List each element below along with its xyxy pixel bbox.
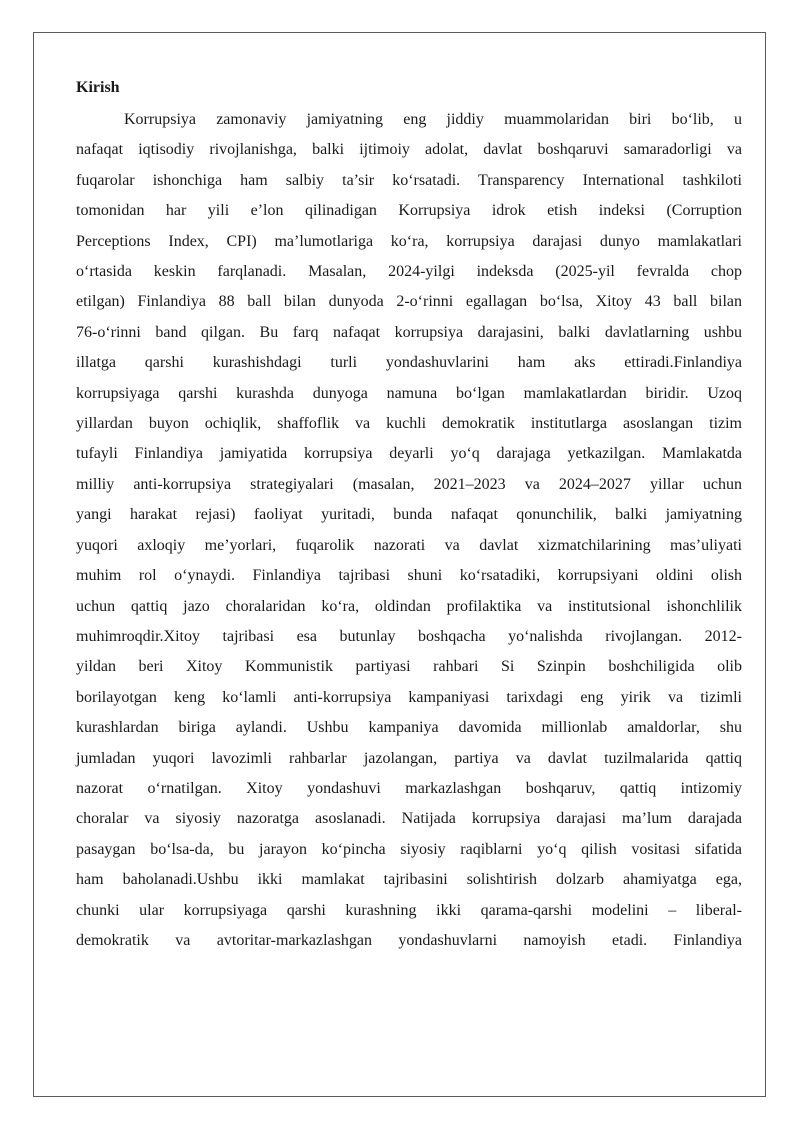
text-line: demokratik va avtoritar-markazlashgan yondashuvlarni namoyish etadi. Finlandiya <box>76 931 742 949</box>
text-line: etilgan) Finlandiya 88 ball bilan dunyoda 2-o‘rinni egallagan bo‘lsa, Xitoy 43 ball bilan <box>76 293 742 311</box>
text-line: nazorat o‘rnatilgan. Xitoy yondashuvi markazlashgan boshqaruv, qattiq intizomiy <box>76 779 742 797</box>
text-line: tufayli Finlandiya jamiyatida korrupsiya deyarli yo‘q darajaga yetkazilgan. Mamlakatda <box>76 445 742 463</box>
text-line: o‘rtasida keskin farqlanadi. Masalan, 2024-yilgi indeksda (2025-yil fevralda chop <box>76 263 742 281</box>
text-line: tomonidan har yili e’lon qilinadigan Korrupsiya idrok etish indeksi (Corruption <box>76 202 742 220</box>
paragraph <box>76 105 742 956</box>
section-heading: Kirish <box>76 79 120 96</box>
text-line: jumladan yuqori lavozimli rahbarlar jazolangan, partiya va davlat tuzilmalarida qattiq <box>76 749 742 767</box>
text-line: kurashlardan biriga aylandi. Ushbu kampaniya davomida millionlab amaldorlar, shu <box>76 719 742 737</box>
text-line: muhimroqdir.Xitoy tajribasi esa butunlay boshqacha yo‘nalishda rivojlangan. 2012- <box>76 627 742 645</box>
text-line: yildan beri Xitoy Kommunistik partiyasi rahbari Si Szinpin boshchiligida olib <box>76 658 742 676</box>
text-line: yillardan buyon ochiqlik, shaffoflik va kuchli demokratik institutlarga asoslangan tizim <box>76 415 742 433</box>
text-line: choralar va siyosiy nazoratga asoslanadi. Natijada korrupsiya darajasi ma’lum darajada <box>76 810 742 828</box>
text-line: chunki ular korrupsiyaga qarshi kurashning ikki qarama-qarshi modelini – liberal- <box>76 901 742 919</box>
text-line: milliy anti-korrupsiya strategiyalari (masalan, 2021–2023 va 2024–2027 yillar uchun <box>76 475 742 493</box>
text-line: nafaqat iqtisodiy rivojlanishga, balki ijtimoiy adolat, davlat boshqaruvi samaradorligi va <box>76 141 742 159</box>
text-line: Korrupsiya zamonaviy jamiyatning eng jiddiy muammolaridan biri bo‘lib, u <box>124 111 742 128</box>
text-line: ham baholanadi.Ushbu ikki mamlakat tajribasini solishtirish dolzarb ahamiyatga ega, <box>76 871 742 889</box>
text-line: muhim rol o‘ynaydi. Finlandiya tajribasi shuni ko‘rsatadiki, korrupsiyani oldini olish <box>76 567 742 585</box>
text-line: Perceptions Index, CPI) ma’lumotlariga ko‘ra, korrupsiya darajasi dunyo mamlakatlari <box>76 232 742 250</box>
text-line: korrupsiyaga qarshi kurashda dunyoga namuna bo‘lgan mamlakatlardan biridir. Uzoq <box>76 384 742 402</box>
text-line: yangi harakat rejasi) faoliyat yuritadi, bunda nafaqat qonunchilik, balki jamiyatning <box>76 506 742 524</box>
text-line: 76-o‘rinni band qilgan. Bu farq nafaqat korrupsiya darajasini, balki davlatlarning ushbu <box>76 323 742 341</box>
document-body <box>76 71 742 956</box>
text-line: yuqori axloqiy me’yorlari, fuqarolik nazorati va davlat xizmatchilarining mas’uliyati <box>76 536 742 554</box>
text-line: illatga qarshi kurashishdagi turli yondashuvlarini ham aks ettiradi.Finlandiya <box>76 354 742 372</box>
text-line: fuqarolar ishonchiga ham salbiy ta’sir ko‘rsatadi. Transparency International tashkiloti <box>76 171 742 189</box>
text-line: borilayotgan keng ko‘lamli anti-korrupsiya kampaniyasi tarixdagi eng yirik va tizimli <box>76 688 742 706</box>
text-line: pasaygan bo‘lsa-da, bu jarayon ko‘pincha siyosiy raqiblarni yo‘q qilish vositasi sifatida <box>76 840 742 858</box>
text-line: uchun qattiq jazo choralaridan ko‘ra, oldindan profilaktika va institutsional ishonchlilik <box>76 597 742 615</box>
